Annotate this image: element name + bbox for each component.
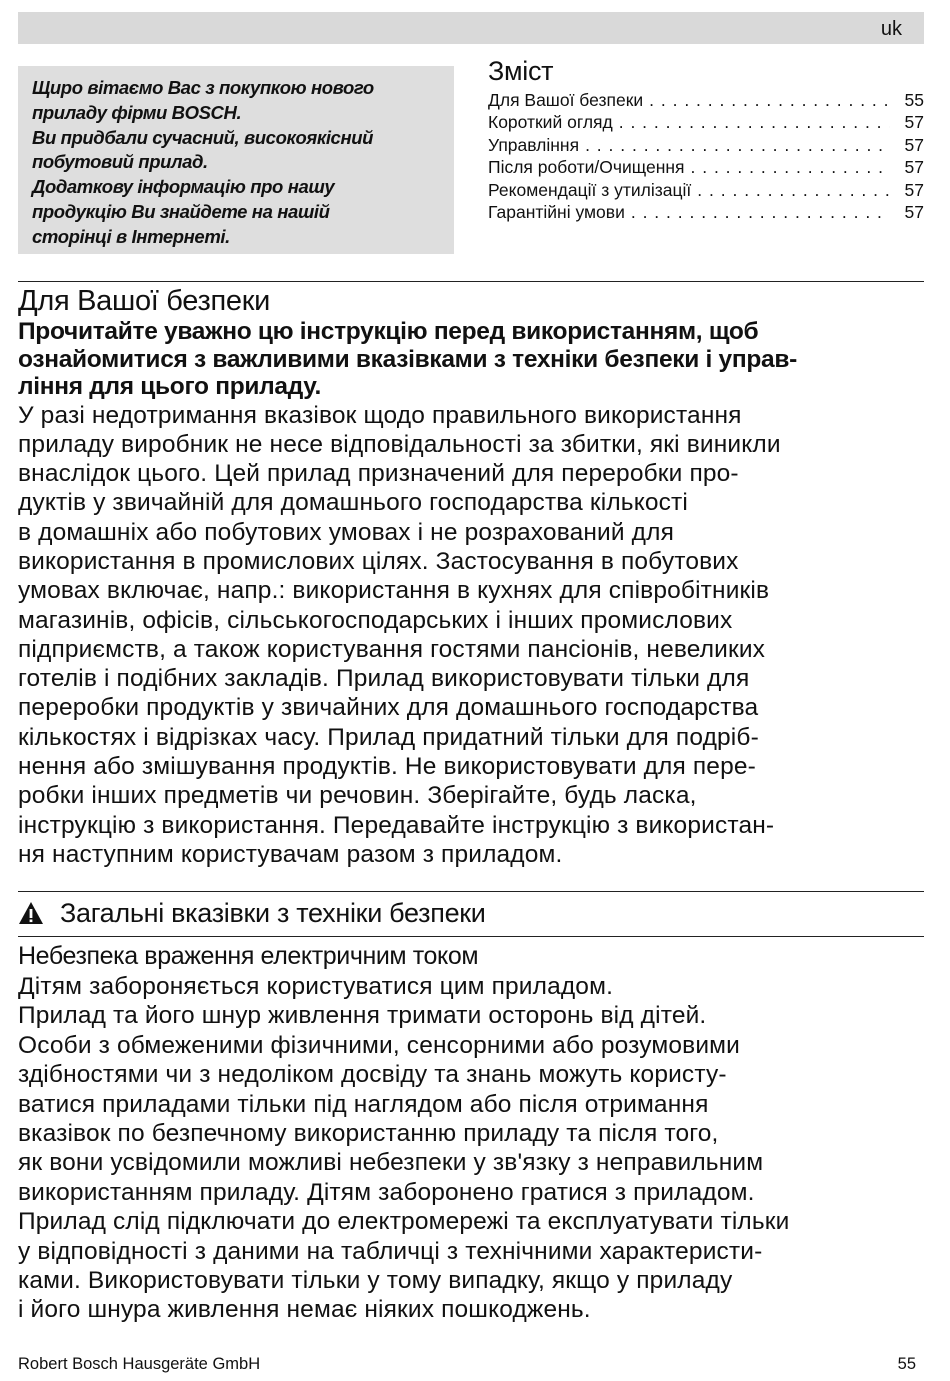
body-line: у відповідності з даними на табличці з технічними характеристи- (18, 1237, 763, 1265)
body-line: інструкцію з використання. Передавайте інструкцію з використан- (18, 811, 775, 839)
toc-leader-dots (619, 111, 890, 133)
toc-item-overview[interactable] (488, 111, 924, 133)
body-line: приладу виробник не несе відповідальності за збитки, які виникли (18, 430, 781, 458)
toc-item-label: Гарантійні умови (488, 201, 625, 222)
body-line: внаслідок цього. Цей прилад призначений для переробки про- (18, 460, 739, 488)
body-line: в домашніх або побутових умовах і не розрахований для (18, 518, 674, 546)
welcome-line: Ви придбали сучасний, високоякісний (32, 126, 374, 148)
section-divider (18, 891, 924, 892)
header-bar (18, 12, 924, 44)
body-line: ками. Використовувати тільки у тому випадку, якщо у приладу (18, 1267, 733, 1295)
table-of-contents (488, 56, 924, 223)
toc-leader-dots (631, 201, 890, 223)
welcome-box (18, 66, 454, 254)
body-line: переробки продуктів у звичайних для домашнього господарства (18, 694, 759, 722)
body-line: використанням приладу. Дітям заборонено гратися з приладом. (18, 1178, 755, 1206)
body-line: дуктів у звичайній для домашнього господарства кількості (18, 489, 688, 517)
language-code: uk (880, 18, 902, 40)
toc-item-operation[interactable] (488, 134, 924, 156)
body-line: кількостях і відрізках часу. Прилад придатний тільки для подріб- (18, 723, 759, 751)
safety-section (18, 284, 928, 869)
toc-item-page: 57 (904, 157, 924, 178)
toc-item-safety[interactable] (488, 89, 924, 111)
body-line: умовах включає, напр.: використання в кухнях для співробітників (18, 577, 770, 605)
body-line: нення або змішування продуктів. Не використовувати для пере- (18, 753, 756, 781)
lead-line: ознайомитися з важливими вказівками з техніки безпеки і управ- (18, 345, 797, 373)
toc-item-label: Після роботи/Очищення (488, 157, 685, 178)
subsection-title: Небезпека враження електричним током (18, 942, 479, 970)
body-line: Дітям забороняється користуватися цим приладом. (18, 973, 614, 1000)
body-line: У разі недотримання вказівок щодо правильного використання (18, 401, 742, 429)
toc-item-page: 55 (904, 90, 924, 110)
toc-title: Зміст (488, 56, 554, 86)
body-line: Прилад та його шнур живлення тримати осторонь від дітей. (18, 1002, 707, 1030)
welcome-line: приладу фірми BOSCH. (32, 101, 242, 123)
lead-line: Прочитайте уважно цю інструкцію перед використанням, щоб (18, 318, 759, 345)
electric-shock-section (18, 941, 928, 1325)
toc-item-label: Для Вашої безпеки (488, 90, 644, 110)
toc-item-page: 57 (904, 134, 924, 155)
body-line: вказівок по безпечному використанню приладу та після того, (18, 1120, 719, 1148)
body-line: готелів і подібних закладів. Прилад використовувати тільки для (18, 665, 750, 693)
welcome-line: побутовий прилад. (32, 151, 208, 173)
body-line: ня наступним користувачам разом з приладом. (18, 840, 563, 868)
toc-item-label: Рекомендації з утилізації (488, 179, 692, 200)
toc-item-label: Управління (488, 134, 580, 155)
toc-item-page: 57 (904, 179, 924, 200)
section-divider (18, 281, 924, 282)
toc-item-label: Короткий огляд (488, 112, 613, 133)
toc-leader-dots (697, 179, 890, 201)
lead-line: ління для цього приладу. (18, 373, 321, 400)
body-line: ватися приладами тільки під наглядом або після отримання (18, 1090, 709, 1118)
body-line: використання в промислових цілях. Застосування в побутових (18, 547, 739, 575)
body-line: Прилад слід підключати до електромережі та експлуатувати тільки (18, 1208, 790, 1236)
toc-item-cleaning[interactable] (488, 156, 924, 178)
page-footer (18, 1355, 924, 1374)
body-line: здібностями чи з недоліком досвіду та знань можуть користу- (18, 1061, 727, 1089)
toc-item-page: 57 (904, 112, 924, 133)
toc-leader-dots (649, 89, 890, 111)
company-name: Robert Bosch Hausgeräte GmbH (18, 1355, 261, 1373)
welcome-line: Додаткову інформацію про нашу (32, 176, 335, 198)
toc-leader-dots (691, 156, 891, 178)
warning-triangle-icon (18, 901, 44, 925)
page-number: 55 (897, 1355, 916, 1373)
welcome-line: Щиро вітаємо Вас з покупкою нового (32, 77, 374, 98)
body-line: робки інших предметів чи речовин. Зберігайте, будь ласка, (18, 782, 697, 810)
toc-item-disposal[interactable] (488, 179, 924, 201)
body-line: Особи з обмеженими фізичними, сенсорними або розумовими (18, 1031, 740, 1059)
general-safety-title: Загальні вказівки з техніки безпеки (60, 897, 486, 928)
body-line: підприємств, а також користування гостями пансіонів, невеликих (18, 635, 766, 663)
welcome-line: сторінці в Інтернеті. (32, 225, 230, 247)
toc-leader-dots (585, 134, 890, 156)
section-divider (18, 936, 924, 937)
toc-item-page: 57 (904, 201, 924, 222)
body-line: магазинів, офісів, сільськогосподарських і інших промислових (18, 606, 733, 634)
body-line: як вони усвідомили можливі небезпеки у зв'язку з неправильним (18, 1149, 764, 1177)
toc-item-warranty[interactable] (488, 201, 924, 223)
welcome-line: продукцію Ви знайдете на нашій (32, 200, 330, 222)
body-line: і його шнура живлення немає ніяких пошкоджень. (18, 1296, 591, 1324)
general-safety-heading (18, 896, 924, 930)
section-title: Для Вашої безпеки (18, 285, 270, 317)
